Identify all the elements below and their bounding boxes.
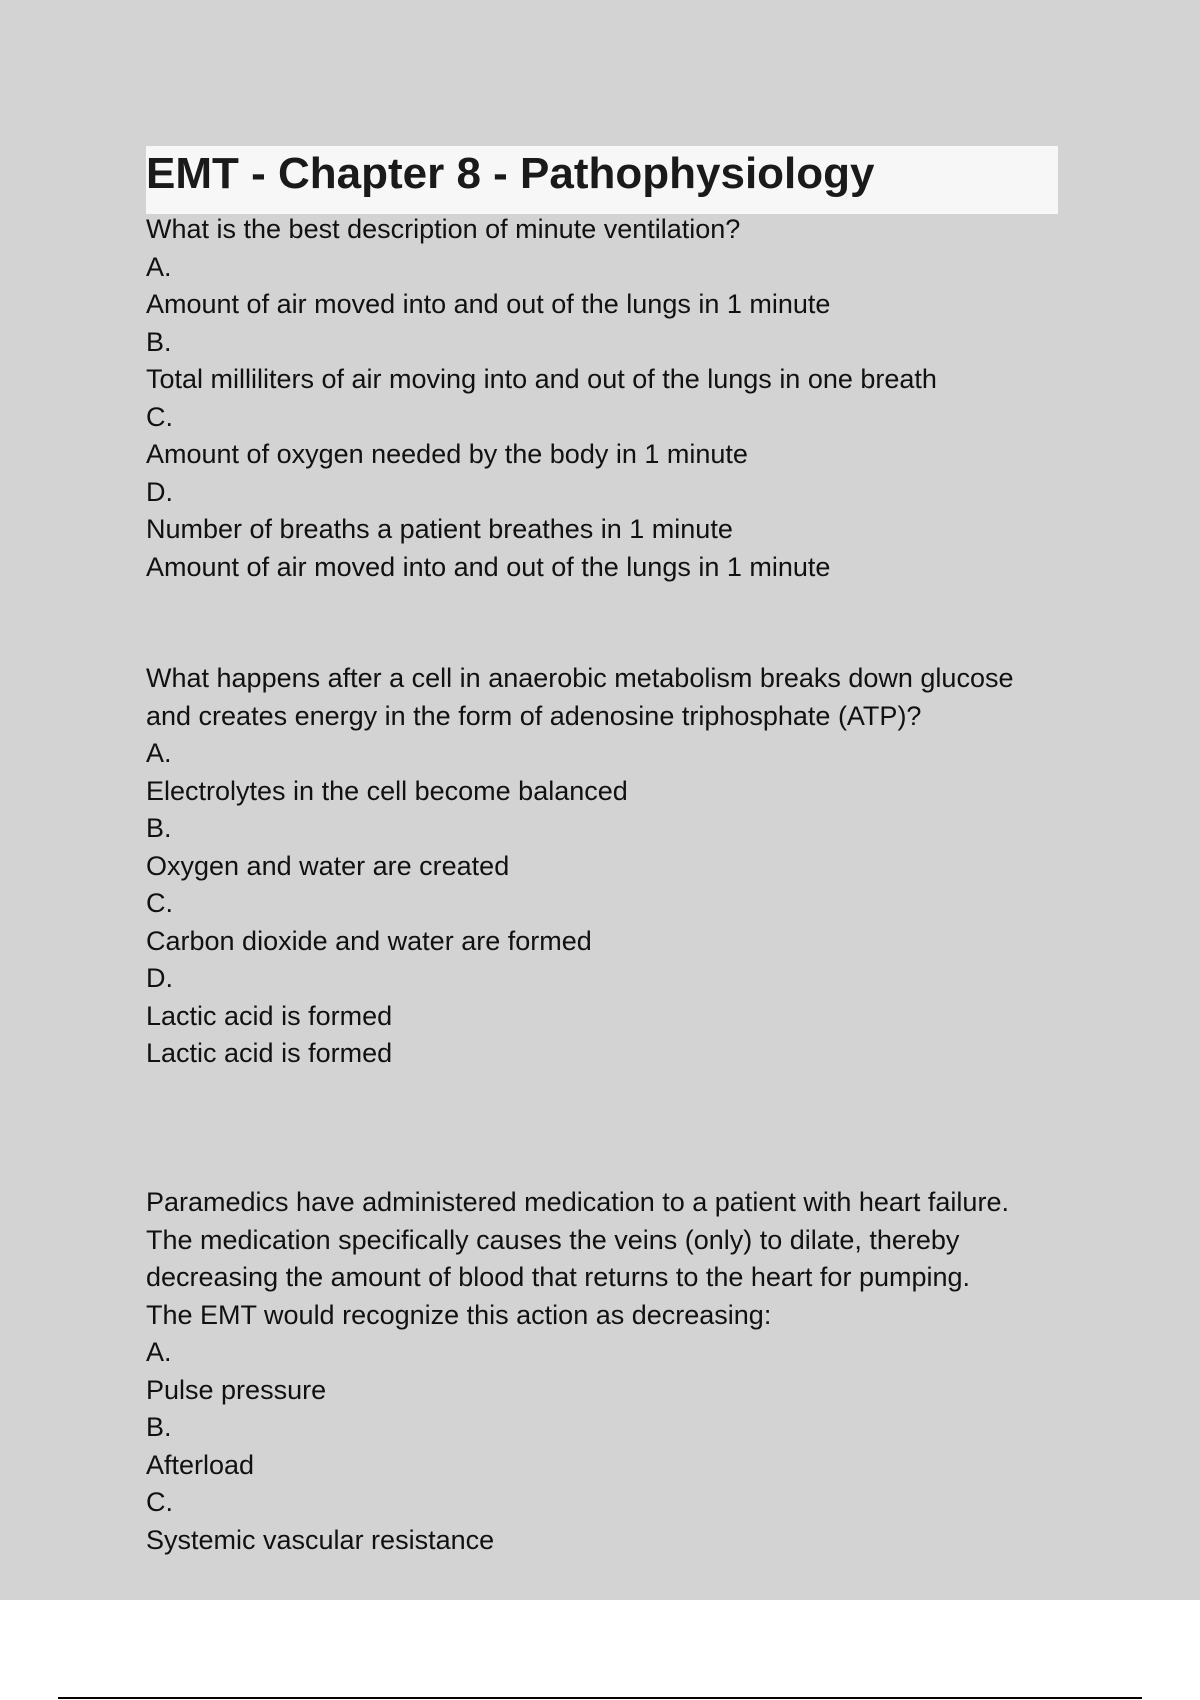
option-letter: D. xyxy=(146,476,173,507)
question-3 xyxy=(146,1184,1066,1559)
question-stem: decreasing the amount of blood that returns to the heart for pumping. xyxy=(146,1262,971,1292)
option-letter: C. xyxy=(146,1487,173,1517)
option-text: Number of breaths a patient breathes in 1 minute xyxy=(146,514,733,544)
option-letter: A. xyxy=(146,1337,172,1367)
option-text: Total milliliters of air moving into and out of the lungs in one breath xyxy=(146,364,937,394)
question-stem: The EMT would recognize this action as decreasing: xyxy=(146,1299,772,1330)
footer-divider xyxy=(58,1697,1142,1699)
option-text: Oxygen and water are created xyxy=(146,850,510,881)
option-letter: B. xyxy=(146,326,172,357)
question-stem: What happens after a cell in anaerobic metabolism breaks down glucose xyxy=(146,663,1014,693)
question-stem: The medication specifically causes the veins (only) to dilate, thereby xyxy=(146,1224,960,1255)
option-text: Lactic acid is formed xyxy=(146,1000,393,1031)
question-stem: What is the best description of minute ventilation? xyxy=(146,214,741,244)
option-letter: B. xyxy=(146,813,172,843)
option-letter: A. xyxy=(146,738,172,768)
question-1 xyxy=(146,211,1066,586)
option-letter: B. xyxy=(146,1412,172,1442)
option-letter: D. xyxy=(146,963,173,993)
option-text: Pulse pressure xyxy=(146,1374,327,1405)
option-letter: C. xyxy=(146,401,173,432)
option-text: Systemic vascular resistance xyxy=(146,1524,495,1555)
option-letter: A. xyxy=(146,251,172,282)
option-text: Amount of oxygen needed by the body in 1 minute xyxy=(146,439,748,469)
option-text: Carbon dioxide and water are formed xyxy=(146,925,592,956)
option-text: Electrolytes in the cell become balanced xyxy=(146,775,628,806)
option-text: Afterload xyxy=(146,1449,255,1480)
question-stem: Paramedics have administered medication to a patient with heart failure. xyxy=(146,1187,1009,1217)
answer-text: Amount of air moved into and out of the lungs in 1 minute xyxy=(146,551,831,582)
option-text: Amount of air moved into and out of the lungs in 1 minute xyxy=(146,289,831,319)
option-letter: C. xyxy=(146,888,173,918)
question-stem: and creates energy in the form of adenosine triphosphate (ATP)? xyxy=(146,700,922,731)
document-title: EMT - Chapter 8 - Pathophysiology xyxy=(146,149,875,198)
question-2 xyxy=(146,660,1066,1073)
answer-text: Lactic acid is formed xyxy=(146,1038,393,1068)
